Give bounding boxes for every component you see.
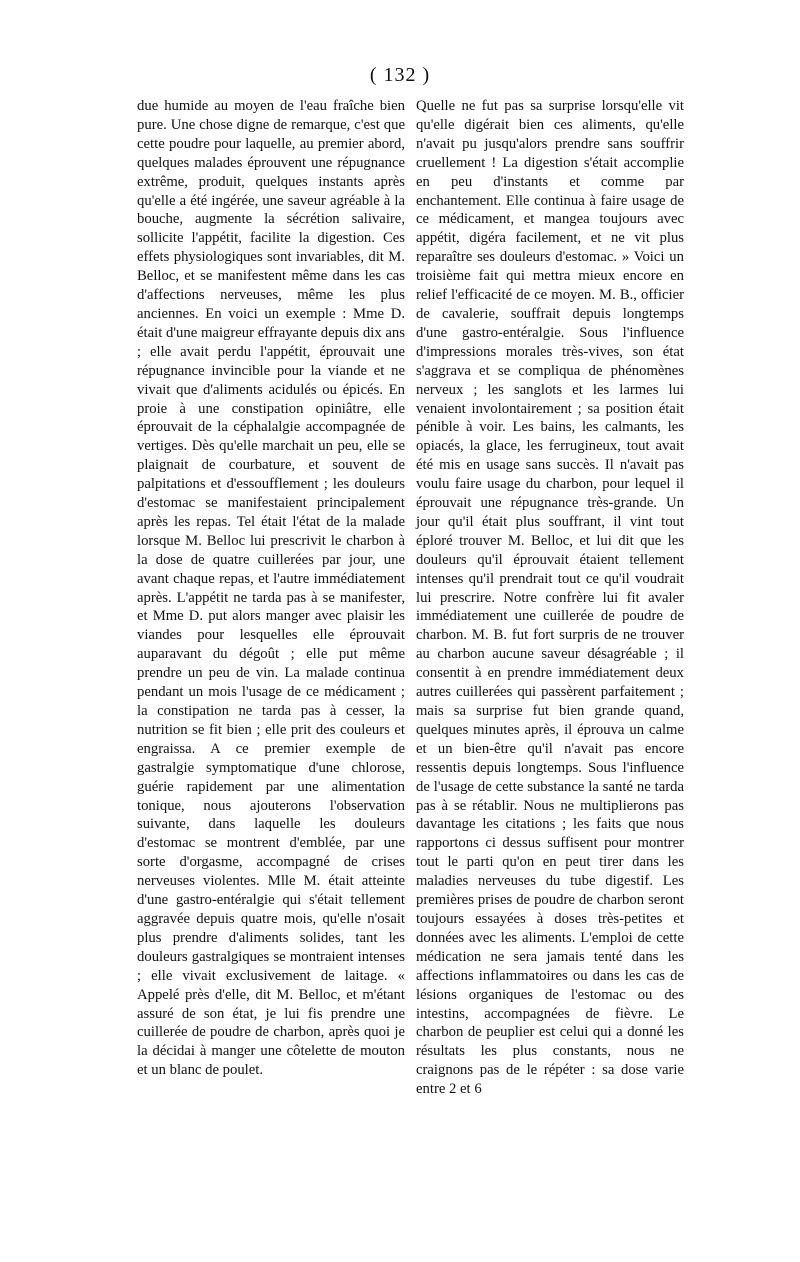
page-number: ( 132 ) <box>369 64 431 86</box>
right-column-text: Quelle ne fut pas sa surprise lorsqu'elle vit qu'elle digérait bien ces aliments, qu'elle n'avait pu jusqu'alors prendre sans souffrir cruellement ! La digestion s'était accomplie en peu d'instants et comme par enchantement. Elle continua à faire usage de ce médicament, et mangea toujours avec appétit, digéra facilement, et ne vit plus reparaître ses douleurs d'estomac. » Voici un troisième fait qui mettra mieux encore en relief l'efficacité de ce moyen. M. B., officier de cavalerie, souffrait depuis longtemps d'une gastro-entéralgie. Sous l'influence d'impressions morales très-vives, son état s'aggrava et se compliqua de phénomènes nerveux ; les sanglots et les larmes lui venaient involontairement ; sa position était pénible à voir. Les bains, les calmants, les opiacés, la glace, les ferrugineux, tout avait été mis en usage sans succès. Il n'avait pas voulu faire usage du charbon, pour lequel il éprouvait une répugnance très-grande. Un jour qu'il était plus souffrant, il vint tout éploré trouver M. Belloc, et lui dit que les douleurs qu'il éprouvait étaient tellement intenses qu'il prendrait tout ce qu'il voudrait lui prescrire. Notre confrère lui fit avaler immédiatement une cuillerée de poudre de charbon. M. B. fut fort surpris de ne trouver au charbon aucune saveur désagréable ; il consentit à en prendre immédiatement deux autres cuillerées qui passèrent parfaitement ; mais sa surprise fut bien grande quand, quelques minutes après, il éprouva un calme et un bien-être qu'il n'avait pas encore ressentis depuis longtemps. Sous l'influence de l'usage de cette substance la santé ne tarda pas à se rétablir. Nous ne multiplierons pas davantage les citations ; les faits que nous rapportons ci dessus suffisent pour montrer tout le parti qu'on en peut tirer dans les maladies nerveuses du tube digestif. Les premières prises de poudre de charbon seront toujours essayées à doses très-petites et données avec les aliments. L'emploi de cette médication ne sera jamais tenté dans les affections inflammatoires ou dans les cas de lésions organiques de l'estomac ou des intestins, accompagnées de fièvre. Le charbon de peuplier est celui qui a donné les résultats les plus constants, nous ne craignons pas de le répéter : sa dose varie entre 2 et 6 <box>416 98 684 1098</box>
right-column <box>416 97 684 1099</box>
left-column-text: due humide au moyen de l'eau fraîche bien pure. Une chose digne de remarque, c'est que cette poudre pour laquelle, au premier abord, quelques malades éprouvent une répugnance extrême, produit, quelques instants après qu'elle a été ingérée, une saveur agréable à la bouche, augmente la sécrétion salivaire, sollicite l'appétit, facilite la digestion. Ces effets physiologiques sont invariables, dit M. Belloc, et se manifestent même dans les cas d'affections nerveuses, même les plus anciennes. En voici un exemple : Mme D. était d'une maigreur effrayante depuis dix ans ; elle avait perdu l'appétit, éprouvait une répugnance invincible pour la viande et ne vivait que d'aliments acidulés ou épicés. En proie à une constipation opiniâtre, elle éprouvait de la céphalalgie accompagnée de vertiges. Dès qu'elle marchait un peu, elle se plaignait de courbature, et souvent de palpitations et d'essoufflement ; les douleurs d'estomac se manifestaient principalement après les repas. Tel était l'état de la malade lorsque M. Belloc lui prescrivit le charbon à la dose de quatre cuillerées par jour, une avant chaque repas, et l'autre immédiatement après. L'appétit ne tarda pas à se manifester, et Mme D. put alors manger avec plaisir les viandes pour lesquelles elle éprouvait auparavant du dégoût ; elle put même prendre un peu de vin. La malade continua pendant un mois l'usage de ce médicament ; la constipation ne tarda pas à cesser, la nutrition se fit bien ; elle prit des couleurs et engraissa. A ce premier exemple de gastralgie symptomatique d'une chlorose, guérie rapidement par une alimentation tonique, nous ajouterons l'observation suivante, dans laquelle les douleurs d'estomac se montrent d'emblée, par une sorte d'orgasme, accompagné de crises nerveuses violentes. Mlle M. était atteinte d'une gastro-entéralgie qui s'était tellement aggravée depuis quatre mois, qu'elle n'osait plus prendre d'aliments solides, tant les douleurs gastralgiques se montraient intenses ; elle vivait exclusivement de laitage. « Appelé près d'elle, dit M. Belloc, et m'étant assuré de son état, je lui fis prendre une cuillerée de poudre de charbon, après quoi je la décidai à manger une côtelette de mouton et un blanc de poulet. <box>137 98 405 1079</box>
left-column <box>137 97 405 1080</box>
